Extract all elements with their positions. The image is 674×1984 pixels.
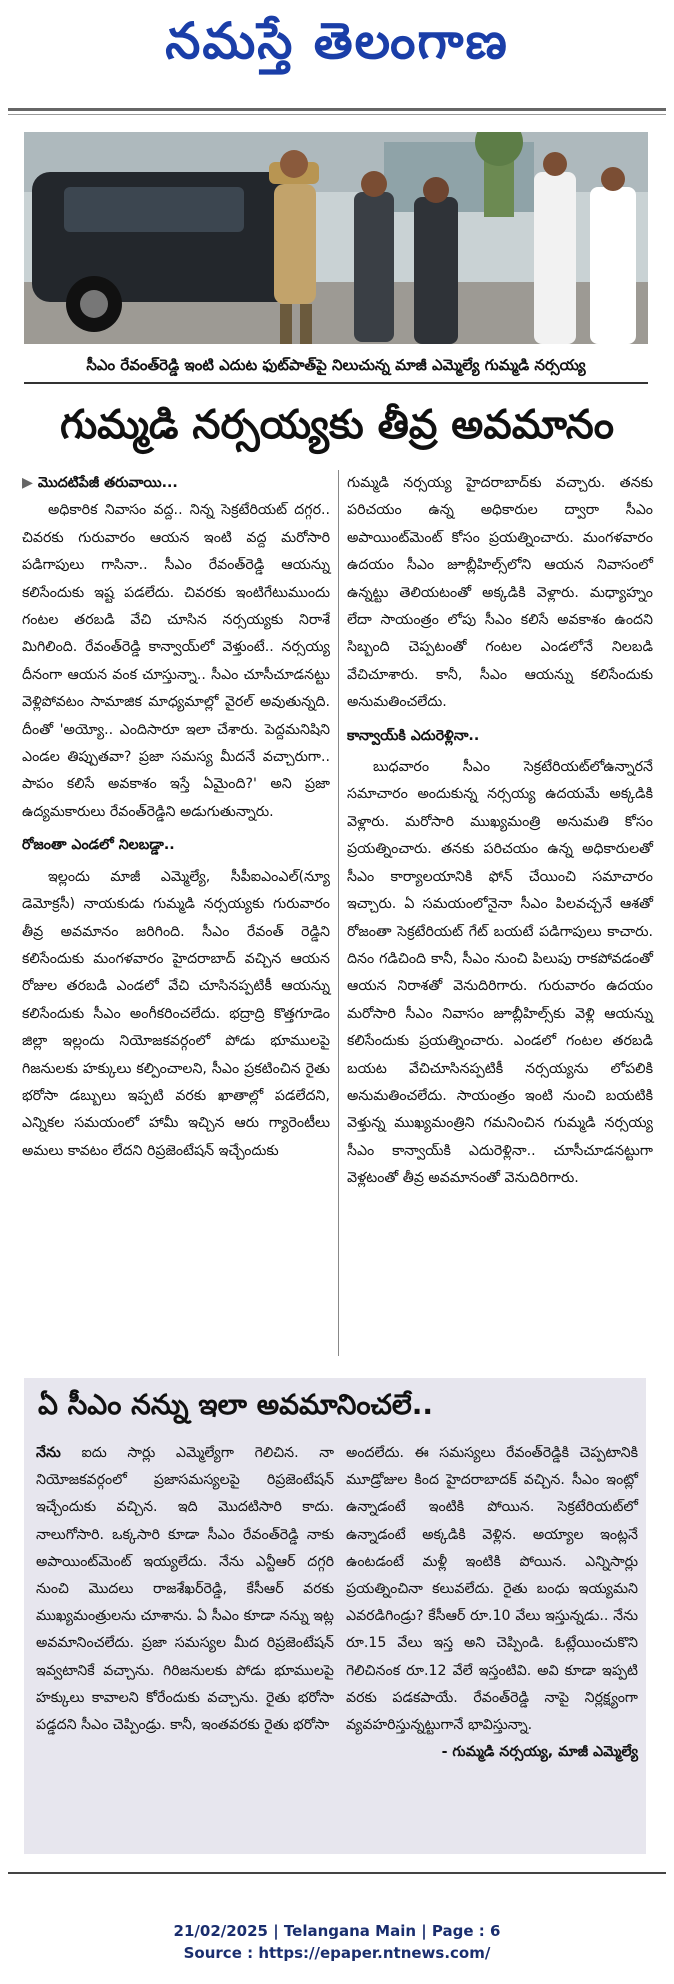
quote-lead: నేను <box>36 1445 61 1461</box>
article-column-right <box>347 470 653 1193</box>
headline: గుమ్మడి నర్సయ్యకు తీవ్ర అవమానం <box>60 402 614 448</box>
masthead-rule <box>8 108 666 111</box>
triangle-right-icon: ▶ <box>22 475 38 491</box>
quote-column-right <box>346 1440 638 1766</box>
news-photo-illustration <box>24 132 648 344</box>
footer-source: Source : https://epaper.ntnews.com/ <box>183 1944 491 1962</box>
footer <box>0 1920 674 1964</box>
quote-paragraph: అందలేదు. ఈ సమస్యలు రేవంత్‌రెడ్డికి చెప్పటానికి మూడ్రోజుల కింద హైదరాబాదక్ వచ్చిన. సీఎం ఇంట్లో ఉన్నాడంటే ఇంటికి పోయిన. సెక్రటేరియట్‌లో ఉన్నాడంటే అక్కడికి వెళ్లిన. అయ్యాల ఇంట్లనే ఉంటడంటే మళ్లీ ఇంటికి పోయిన. ఎన్నిసార్లు ప్రయత్నించినా కలువలేదు. రైతు బంధు ఇయ్యమని ఎవరడిగిండ్రు? కేసీఆర్ రూ.10 వేలు ఇస్తున్నడు.. నేను రూ.15 వేలు ఇస్త అని చెప్పిండి. ఓట్లేయించుకొని గెలిచినంక రూ.12 వేలే ఇస్తంటివి. అవి కూడా ఇప్పటి వరకు పడకపాయే. రేవంత్‌రెడ్డి నాపై నిర్లక్ష్యంగా వ్యవహరిస్తున్నట్టుగానే భావిస్తున్నా. <box>346 1445 638 1734</box>
quote-column-left <box>36 1440 334 1739</box>
article-paragraph: గుమ్మడి నర్సయ్య హైదరాబాద్‌కు వచ్చారు. తనకు పరిచయం ఉన్న అధికారుల ద్వారా సీఎం అపాయింట్‌మెంట్ కోసం ప్రయత్నించారు. మంగళవారం ఉదయం సీఎం జూబ్లీహిల్స్‌లోని ఆయన నివాసంలో ఉన్నట్టు తెలియటంతో అక్కడికి వెళ్లారు. మధ్యాహ్నం లేదా సాయంత్రం లోపు సీఎం కలిసే అవకాశం ఉందని సిబ్బంది చెప్పటంతో గంటల ఎండలోనే నిలబడి వేచిచూశారు. కానీ, సీఎం ఆయన్ను కలిసేందుకు అనుమతించలేదు. <box>347 475 653 711</box>
article-paragraph: అధికారిక నివాసం వద్ద.. నిన్న సెక్రటేరియట్ దగ్గర.. చివరకు గురువారం ఆయన ఇంటి వద్ద మరోసారి పడిగాపులు గాసినా.. సీఎం రేవంత్‌రెడ్డి ఆయన్ను కలిసేందుకు ఇష్ట పడలేదు. చివరకు ఇంటిగేటుముందు గంటల తరబడి వేచి చూసిన నర్సయ్యకు నిరాశే మిగిలింది. రేవంత్‌రెడ్డి కాన్వాయ్‌లో వెళ్తుంటే.. నర్సయ్య దీనంగా ఆయన వంక చూస్తున్నా.. సీఎం చూసీచూడనట్టు వెళ్లిపోవటం సామాజిక మాధ్యమాల్లో వైరల్ అవుతున్నది. దీంతో 'అయ్యో.. ఎందిసారూ ఇలా చేశారు. పెద్దమనిషిని ఎండల తిప్పుతవా? ప్రజా సమస్య మీదనే వచ్చారుగా.. పాపం కలిసే అవకాశం ఇస్తే ఏమైంది?' అని ప్రజా ఉద్యమకారులు రేవంత్‌రెడ్డిని అడుగుతున్నారు. <box>22 502 330 820</box>
quote-paragraph: నేను ఐదు సార్లు ఎమ్మెల్యేగా గెలిచిన. నా నియోజకవర్గంలో ప్రజాసమస్యలపై రిప్రజెంటేషన్ ఇచ్చేందుకు వచ్చిన. ఇది మొదటిసారి కాదు. నాలుగోసారి. ఒక్కసారి కూడా సీఎం రేవంత్‌రెడ్డి నాకు అపాయింట్‌మెంట్ ఇయ్యలేదు. నేను ఎన్టీఆర్ దగ్గరి నుంచి మొదలు రాజశేఖర్‌రెడ్డి, కేసీఆర్ వరకు ముఖ్యమంత్రులను చూశాను. ఏ సీఎం కూడా నన్ను ఇట్ల అవమానించలేదు. ప్రజా సమస్యల మీద రిప్రజెంటేషన్ ఇవ్వటానికే వచ్చాను. గిరిజనులకు పోడు భూములపై హక్కులు కావాలని కోరేందుకు వచ్చాను. రైతు భరోసా పడ్డదని సీఎం చెప్పిండ్రు. కానీ, ఇంతవరకు రైతు భరోసా <box>36 1445 334 1734</box>
photo-caption: సీఎం రేవంత్‌రెడ్డి ఇంటి ఎదుట ఫుట్‌పాత్‌పై నిలుచున్న మాజీ ఎమ్మెల్యే గుమ్మడి నర్సయ్య <box>24 348 648 384</box>
continuation-kicker: ▶ మొదటిపేజీ తరువాయి... <box>22 475 178 491</box>
article-subhead: కాన్వాయ్‌కి ఎదురెళ్లినా.. <box>347 727 480 744</box>
article-paragraph: ఇల్లందు మాజీ ఎమ్మెల్యే, సీపీఐఎంఎల్(న్యూ డెమోక్రసీ) నాయకుడు గుమ్మడి నర్సయ్యకు గురువారం తీవ్ర అవమానం జరిగింది. సీఎం రేవంత్ రెడ్డిని కలిసేందుకు మంగళవారం హైదరాబాద్ వచ్చిన ఆయన రోజుల తరబడి ఎండలో వేచి చూసినప్పటికీ ఆయన్ను కలిసేందుకు సీఎం అంగీకరించలేదు. భద్రాద్రి కొత్తగూడెం జిల్లా ఇల్లందు నియోజకవర్గంలో పోడు భూములపై గిజనులకు హక్కులు కల్పించాలని, సీఎం ప్రకటించిన రైతు భరోసా డబ్బులు ఇప్పటి వరకు ఖాతాల్లో పడలేదని, ఎన్నికల సమయంలో హామీ ఇచ్చిన ఆరు గ్యారెంటీలు అమలు కావటం లేదని రిప్రజెంటేషన్ ఇచ్చేందుకు <box>22 868 330 1159</box>
article-paragraph: బుధవారం సీఎం సెక్రటేరియట్‌లోఉన్నారనే సమాచారం అందుకున్న నర్సయ్య ఉదయమే అక్కడికి వెళ్లారు. మరోసారి ముఖ్యమంత్రి అనుమతి కోసం ప్రయత్నించారు. తనకు పరిచయం ఉన్న అధికారులతో సీఎం కార్యాలయానికి ఫోన్ చేయించి సమాచారం ఇచ్చారు. ఏ సమయంలోనైనా సీఎం పిలవచ్చనే ఆశతో రోజంతా సెక్రటేరియట్ గేట్ బయటే పడిగాపులు కాచారు. దినం గడిచింది కానీ, సీఎం నుంచి పిలుపు రాకపోవడంతో ఆయన నిరాశతో వెనుదిరిగారు. గురువారం ఉదయం మరోసారి సీఎం నివాసం జూబ్లీహిల్స్‌కు వెళ్లి ఆయన్ను కలిసేందుకు ప్రయత్నించారు. ఎండలో గంటల తరబడి బయట వేచిచూసినప్పటికీ నర్సయ్యను లోపలికి అనుమతించలేదు. సాయంత్రం ఇంటి నుంచి బయటికి వెళ్తున్న ముఖ్యమంత్రిని గమనించిన గుమ్మడి నర్సయ్య సీఎం కాన్వాయ్‌కి ఎదురెళ్లినా.. చూసీచూడనట్టుగా వెళ్లటంతో తీవ్ర అవమానంతో వెనుదిరిగారు. <box>347 759 653 1187</box>
news-photo <box>24 132 648 344</box>
column-divider <box>338 470 339 1356</box>
masthead-title: నమస్తే తెలంగాణ <box>165 12 509 70</box>
footer-rule <box>8 1872 666 1874</box>
footer-edition: 21/02/2025 | Telangana Main | Page : 6 <box>173 1922 501 1940</box>
quote-byline: - గుమ్మడి నర్సయ్య, మాజీ ఎమ్మెల్యే <box>441 1744 638 1761</box>
quote-box-title: ఏ సీఎం నన్ను ఇలా అవమానించలే.. <box>38 1388 434 1421</box>
article-column-left <box>22 470 330 1165</box>
masthead-rule-thin <box>8 114 666 115</box>
masthead <box>0 0 674 105</box>
article-subhead: రోజంతా ఎండలో నిలబడ్డా.. <box>22 837 175 854</box>
